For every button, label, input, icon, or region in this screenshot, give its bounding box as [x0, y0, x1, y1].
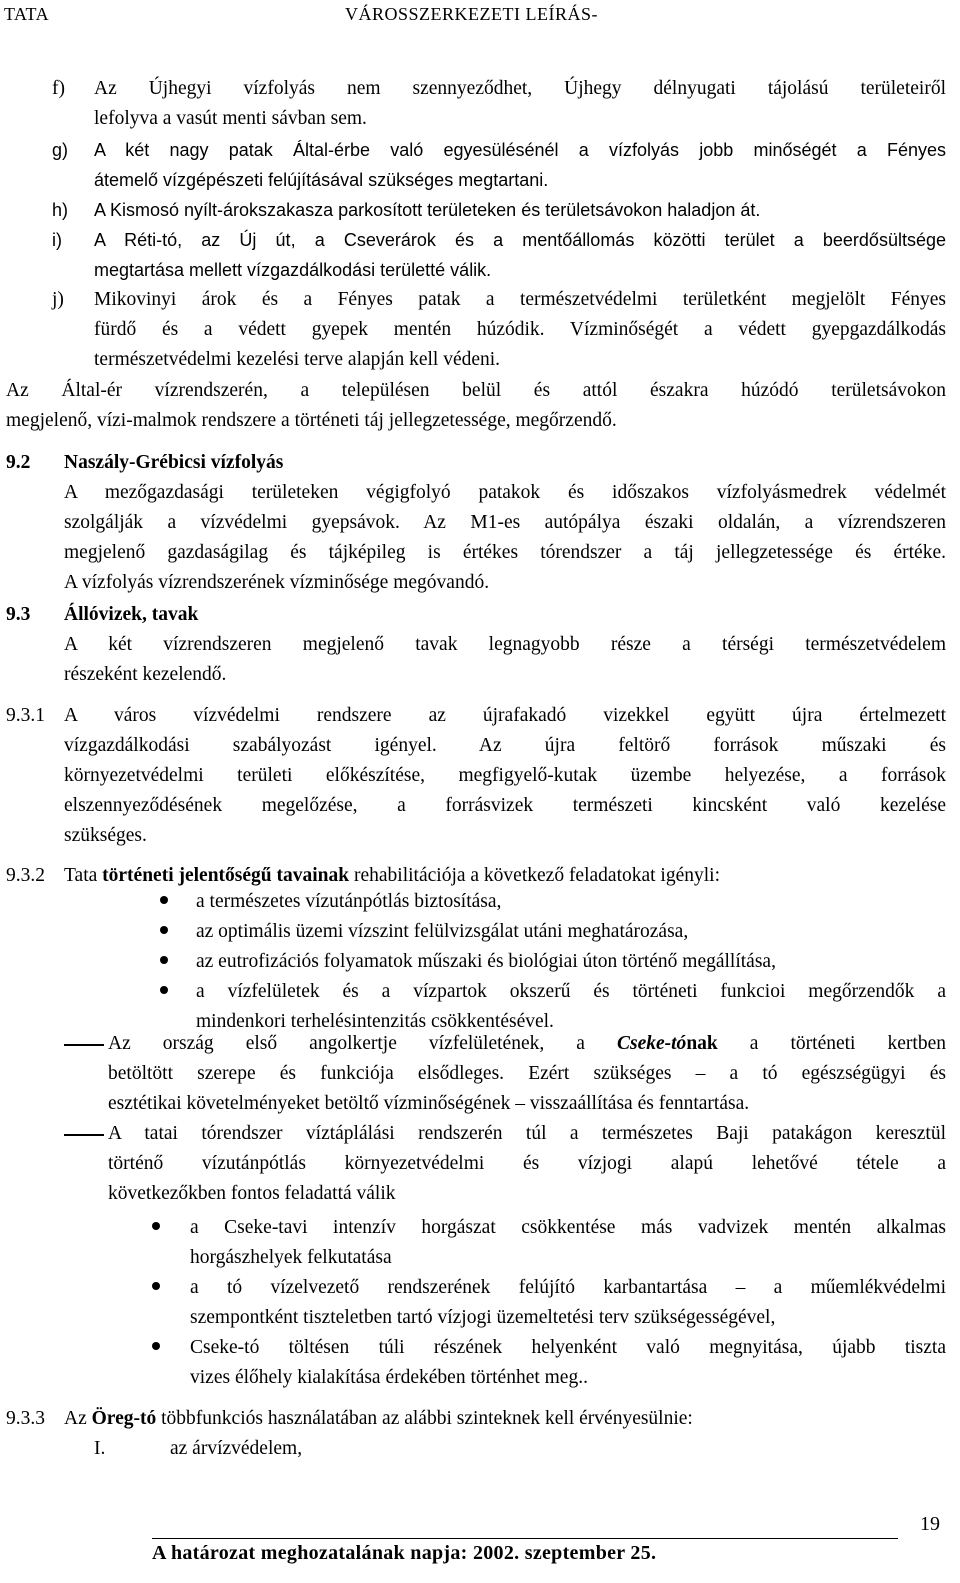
sub-bullet-continuation: vizes élőhely kialakítása érdekében történhet meg.. [190, 1367, 588, 1388]
bullet-item: az optimális üzemi vízszint felülvizsgálat utáni meghatározása, [196, 921, 689, 942]
roman-item-text: az árvízvédelem, [170, 1438, 303, 1459]
item-label-g: g) [52, 140, 69, 160]
section-9-3-2-number: 9.3.2 [6, 865, 45, 886]
bullet-item: a természetes vízutánpótlás biztosítása, [196, 891, 502, 912]
sub-bullet-item: a tó vízelvezető rendszerének felújító karbantartása – a műemlékvédelmi [190, 1277, 946, 1298]
section-9-3-line: A két vízrendszeren megjelenő tavak legnagyobb része a térségi természetvédelem [64, 634, 946, 655]
intro-text: Az [64, 1408, 92, 1429]
section-9-2-line: A vízfolyás vízrendszerének vízminősége megóvandó. [64, 572, 490, 593]
section-9-3-1-line: elszennyeződésének megelőzése, a forrásvizek természeti kincsként való kezelése [64, 795, 946, 816]
bullet-icon [160, 926, 168, 934]
section-9-3-line: részeként kezelendő. [64, 664, 227, 685]
section-9-3-3-number: 9.3.3 [6, 1408, 45, 1429]
sub-bullet-continuation: szempontként tiszteletben tartó vízjogi üzemeltetési terv szükségességével, [190, 1307, 776, 1328]
section-9-3-1-line: környezetvédelmi területi előkészítése, megfigyelő-kutak üzembe helyezése, a források [64, 765, 946, 786]
section-9-3-1-number: 9.3.1 [6, 705, 45, 726]
item-j-line1: Mikovinyi árok és a Fényes patak a természetvédelmi területként megjelölt Fényes [94, 289, 946, 310]
bullet-item-continuation: mindenkori terhelésintenzitás csökkentésével. [196, 1011, 554, 1032]
footer-text: A határozat meghozatalának napja: 2002. szeptember 25. [152, 1542, 657, 1564]
intro-text: Tata [64, 865, 103, 886]
bullet-icon [152, 1222, 160, 1230]
bullet-icon [152, 1342, 160, 1350]
intro-text: többfunkciós használatában az alábbi szinteknek kell érvényesülnie: [156, 1408, 693, 1429]
altal-paragraph-line1: Az Által-ér vízrendszerén, a településen belül és attól északra húzódó területsávokon [6, 380, 946, 401]
section-9-2-number: 9.2 [6, 452, 31, 473]
roman-numeral: I. [94, 1438, 106, 1459]
sub-bullet-item: a Cseke-tavi intenzív horgászat csökkentése más vadvizek mentén alkalmas [190, 1217, 946, 1238]
section-9-3-3-intro [64, 1404, 693, 1434]
item-label-j: j) [52, 289, 64, 310]
bullet-icon [152, 1282, 160, 1290]
altal-paragraph-line2: megjelenő, vízi-malmok rendszere a történeti táj jellegzetessége, megőrzendő. [6, 410, 617, 431]
section-9-2-line: megjelenő gazdaságilag és tájképileg is értékes tórendszer a táj jellegzetessége és értéke. [64, 542, 946, 563]
item-f-line2: lefolyva a vasút menti sávban sem. [94, 108, 367, 129]
item-j-line2: fürdő és a védett gyepek mentén húzódik. Vízminőségét a védett gyepgazdálkodás [94, 319, 946, 340]
section-9-3-1-line: vízgazdálkodási szabályozást igényel. Az újra feltörő források műszaki és [64, 735, 946, 756]
dash1-line1 [108, 1029, 946, 1059]
footer-divider [152, 1538, 898, 1539]
section-9-2-line: szolgálják a vízvédelmi gyepsávok. Az M1-es autópálya északi oldalán, a vízrendszeren [64, 512, 946, 533]
dash2-line2: történő vízutánpótlás környezetvédelmi és vízjogi alapú lehetővé tétele a [108, 1153, 946, 1174]
bullet-item: az eutrofizációs folyamatok műszaki és biológiai úton történő megállítása, [196, 951, 776, 972]
intro-text: rehabilitációja a következő feladatokat igényli: [349, 865, 721, 886]
dash-marker [64, 1044, 104, 1046]
dash1-text: Az ország első angolkertje vízfelületének, a [108, 1033, 617, 1054]
item-i-line2: megtartása mellett vízgazdálkodási területté válik. [94, 260, 492, 280]
bullet-icon [160, 956, 168, 964]
bullet-icon [160, 986, 168, 994]
item-label-i: i) [52, 230, 62, 250]
header-title: VÁROSSZERKEZETI LEÍRÁS- [345, 4, 598, 24]
sub-bullet-item: Cseke-tó töltésen túli részének helyenként való megnyitása, újabb tiszta [190, 1337, 946, 1358]
page-number: 19 [920, 1513, 940, 1535]
bullet-item: a vízfelületek és a vízpartok okszerű és történeti funkcioi megőrzendők a [196, 981, 946, 1002]
section-9-3-1-line: szükséges. [64, 825, 147, 846]
cseke-to-suffix: nak [686, 1033, 718, 1054]
item-f-line1: Az Újhegyi vízfolyás nem szennyeződhet, Újhegy délnyugati tájolású területeiről [94, 78, 946, 99]
dash-marker [64, 1134, 104, 1136]
section-9-2-line: A mezőgazdasági területeken végigfolyó patakok és időszakos vízfolyásmedrek védelmét [64, 482, 946, 503]
sub-bullet-continuation: horgászhelyek felkutatása [190, 1247, 392, 1268]
item-label-f: f) [52, 78, 65, 99]
cseke-to-bold-italic: Cseke-tó [616, 1033, 687, 1054]
dash2-line1: A tatai tórendszer víztáplálási rendszerén túl a természetes Baji patakágon keresztül [108, 1123, 946, 1144]
item-g-line1: A két nagy patak Által-érbe való egyesülésénél a vízfolyás jobb minőségét a Fényes [94, 140, 946, 160]
header-city: TATA [4, 4, 50, 24]
item-h-line1: A Kismosó nyílt-árokszakasza parkosított területeken és területsávokon haladjon át. [94, 200, 761, 220]
section-9-3-1-line: A város vízvédelmi rendszere az újrafakadó vizekkel együtt újra értelmezett [64, 705, 946, 726]
item-i-line1: A Réti-tó, az Új út, a Cseverárok és a mentőállomás közötti terület a beerdősültsége [94, 230, 946, 250]
page-header [0, 4, 960, 28]
section-9-2-title: Naszály-Grébicsi vízfolyás [64, 452, 284, 473]
intro-bold-text: történeti jelentőségű tavainak [102, 865, 350, 886]
dash1-line3: esztétikai követelményeket betöltő vízminőségének – visszaállítása és fenntartása. [108, 1093, 750, 1114]
section-9-3-title: Állóvizek, tavak [64, 604, 199, 625]
dash2-line3: következőkben fontos feladattá válik [108, 1183, 396, 1204]
dash1-text: a történeti kertben [717, 1033, 946, 1054]
oreg-to-bold: Öreg-tó [91, 1408, 157, 1429]
dash1-line2: betöltött szerepe és funkciója elsődleges. Ezért szükséges – a tó egészségügyi és [108, 1063, 946, 1084]
item-label-h: h) [52, 200, 69, 220]
section-9-3-number: 9.3 [6, 604, 31, 625]
item-j-line3: természetvédelmi kezelési terve alapján kell védeni. [94, 349, 501, 370]
item-g-line2: átemelő vízgépészeti felújításával szükséges megtartani. [94, 170, 549, 190]
bullet-icon [160, 896, 168, 904]
